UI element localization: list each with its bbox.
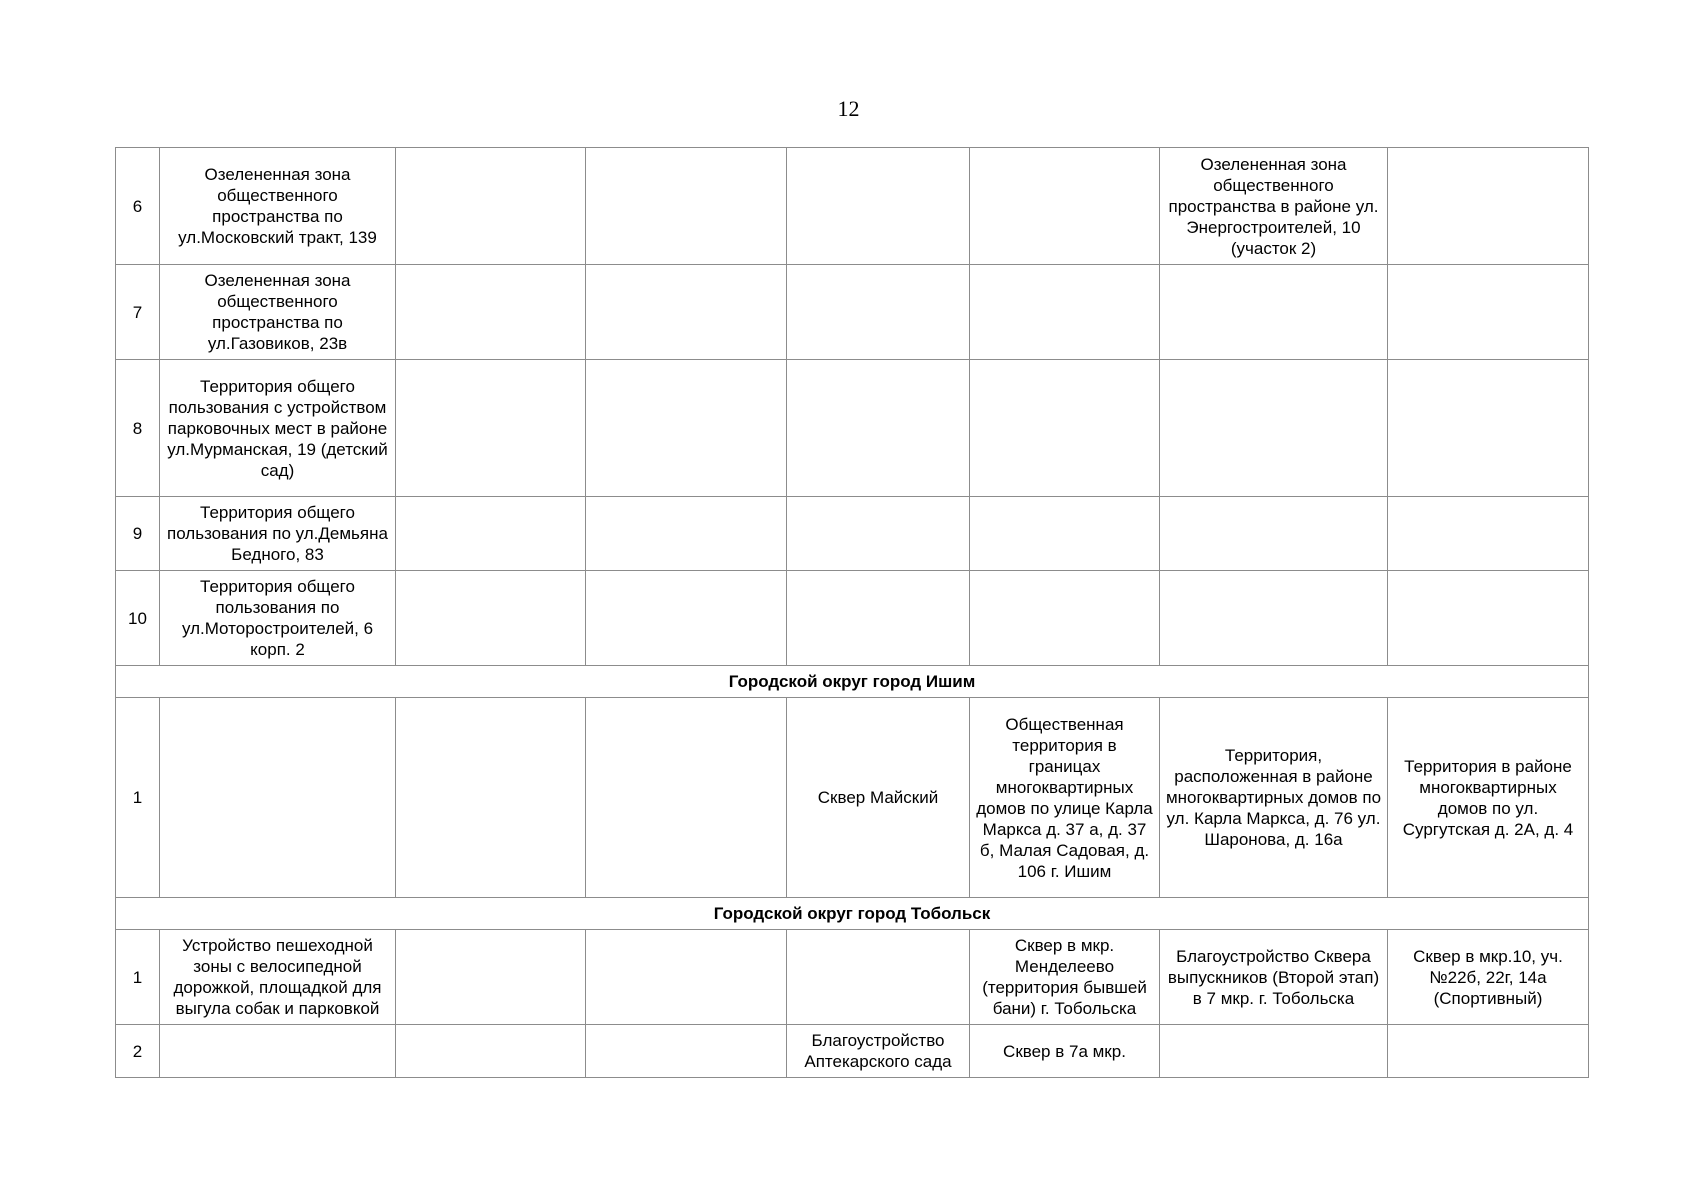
table-cell: Территория в районе многоквартирных домов по ул. Сургутская д. 2А, д. 4 <box>1388 698 1589 898</box>
table-cell <box>1388 360 1589 497</box>
row-number-cell: 1 <box>116 930 160 1025</box>
table-cell <box>586 1025 787 1078</box>
table-cell <box>1160 265 1388 360</box>
table-cell <box>586 265 787 360</box>
table-cell <box>970 360 1160 497</box>
table-cell <box>586 360 787 497</box>
table-cell <box>970 265 1160 360</box>
row-number-cell: 8 <box>116 360 160 497</box>
table-cell: Озелененная зона общественного пространства по ул.Газовиков, 23в <box>160 265 396 360</box>
table-cell <box>1160 571 1388 666</box>
document-table <box>115 147 1589 1078</box>
row-number-cell: 6 <box>116 148 160 265</box>
section-title: Городской округ город Тобольск <box>116 898 1589 930</box>
section-header-row <box>116 898 1589 930</box>
table-cell <box>970 571 1160 666</box>
section-header-row <box>116 666 1589 698</box>
table-row <box>116 148 1589 265</box>
table-cell: Озелененная зона общественного пространства в районе ул. Энергостроителей, 10 (участок 2) <box>1160 148 1388 265</box>
table-cell <box>396 360 586 497</box>
table-cell <box>396 1025 586 1078</box>
row-number-cell: 2 <box>116 1025 160 1078</box>
table-row <box>116 360 1589 497</box>
table-cell <box>396 497 586 571</box>
table-cell <box>160 698 396 898</box>
table-cell <box>586 571 787 666</box>
table-cell <box>396 148 586 265</box>
section-title: Городской округ город Ишим <box>116 666 1589 698</box>
table-cell <box>787 265 970 360</box>
table-cell: Общественная территория в границах многоквартирных домов по улице Карла Маркса д. 37 а, д. 37 б, Малая Садовая, д. 106 г. Ишим <box>970 698 1160 898</box>
table-cell <box>787 497 970 571</box>
table-cell <box>970 148 1160 265</box>
table-row <box>116 265 1589 360</box>
table-cell: Территория общего пользования по ул.Демьяна Бедного, 83 <box>160 497 396 571</box>
table-cell: Озелененная зона общественного пространства по ул.Московский тракт, 139 <box>160 148 396 265</box>
table-cell: Сквер Майский <box>787 698 970 898</box>
table-cell <box>396 571 586 666</box>
table-row <box>116 1025 1589 1078</box>
table-cell: Устройство пешеходной зоны с велосипедной дорожкой, площадкой для выгула собак и парковкой <box>160 930 396 1025</box>
table-cell <box>1388 148 1589 265</box>
row-number-cell: 1 <box>116 698 160 898</box>
table-cell <box>1388 497 1589 571</box>
table-cell: Территория, расположенная в районе многоквартирных домов по ул. Карла Маркса, д. 76 ул. Шаронова, д. 16а <box>1160 698 1388 898</box>
table-cell <box>396 930 586 1025</box>
table-cell <box>1160 360 1388 497</box>
table-cell: Территория общего пользования по ул.Моторостроителей, 6 корп. 2 <box>160 571 396 666</box>
table-cell: Сквер в мкр.10, уч. №22б, 22г, 14а (Спортивный) <box>1388 930 1589 1025</box>
table-cell <box>1160 1025 1388 1078</box>
table-cell: Сквер в 7а мкр. <box>970 1025 1160 1078</box>
table-row <box>116 497 1589 571</box>
table-cell: Благоустройство Аптекарского сада <box>787 1025 970 1078</box>
table-cell <box>586 148 787 265</box>
table-body <box>116 148 1589 1078</box>
table-cell: Благоустройство Сквера выпускников (Второй этап) в 7 мкр. г. Тобольска <box>1160 930 1388 1025</box>
row-number-cell: 9 <box>116 497 160 571</box>
table-cell <box>787 571 970 666</box>
table-cell <box>396 265 586 360</box>
table-cell <box>160 1025 396 1078</box>
table-cell <box>586 698 787 898</box>
table-cell <box>586 930 787 1025</box>
table-cell <box>787 930 970 1025</box>
row-number-cell: 7 <box>116 265 160 360</box>
table-cell <box>1388 571 1589 666</box>
table-cell <box>787 148 970 265</box>
table-cell <box>970 497 1160 571</box>
table-cell: Территория общего пользования с устройством парковочных мест в районе ул.Мурманская, 19 (детский сад) <box>160 360 396 497</box>
table-cell <box>1160 497 1388 571</box>
page-number: 12 <box>837 96 860 121</box>
table-cell <box>1388 1025 1589 1078</box>
table-row <box>116 930 1589 1025</box>
table-row <box>116 571 1589 666</box>
row-number-cell: 10 <box>116 571 160 666</box>
table-cell <box>586 497 787 571</box>
table-cell <box>1388 265 1589 360</box>
table-cell: Сквер в мкр. Менделеево (территория бывшей бани) г. Тобольска <box>970 930 1160 1025</box>
table-cell <box>787 360 970 497</box>
table-row <box>116 698 1589 898</box>
table-cell <box>396 698 586 898</box>
